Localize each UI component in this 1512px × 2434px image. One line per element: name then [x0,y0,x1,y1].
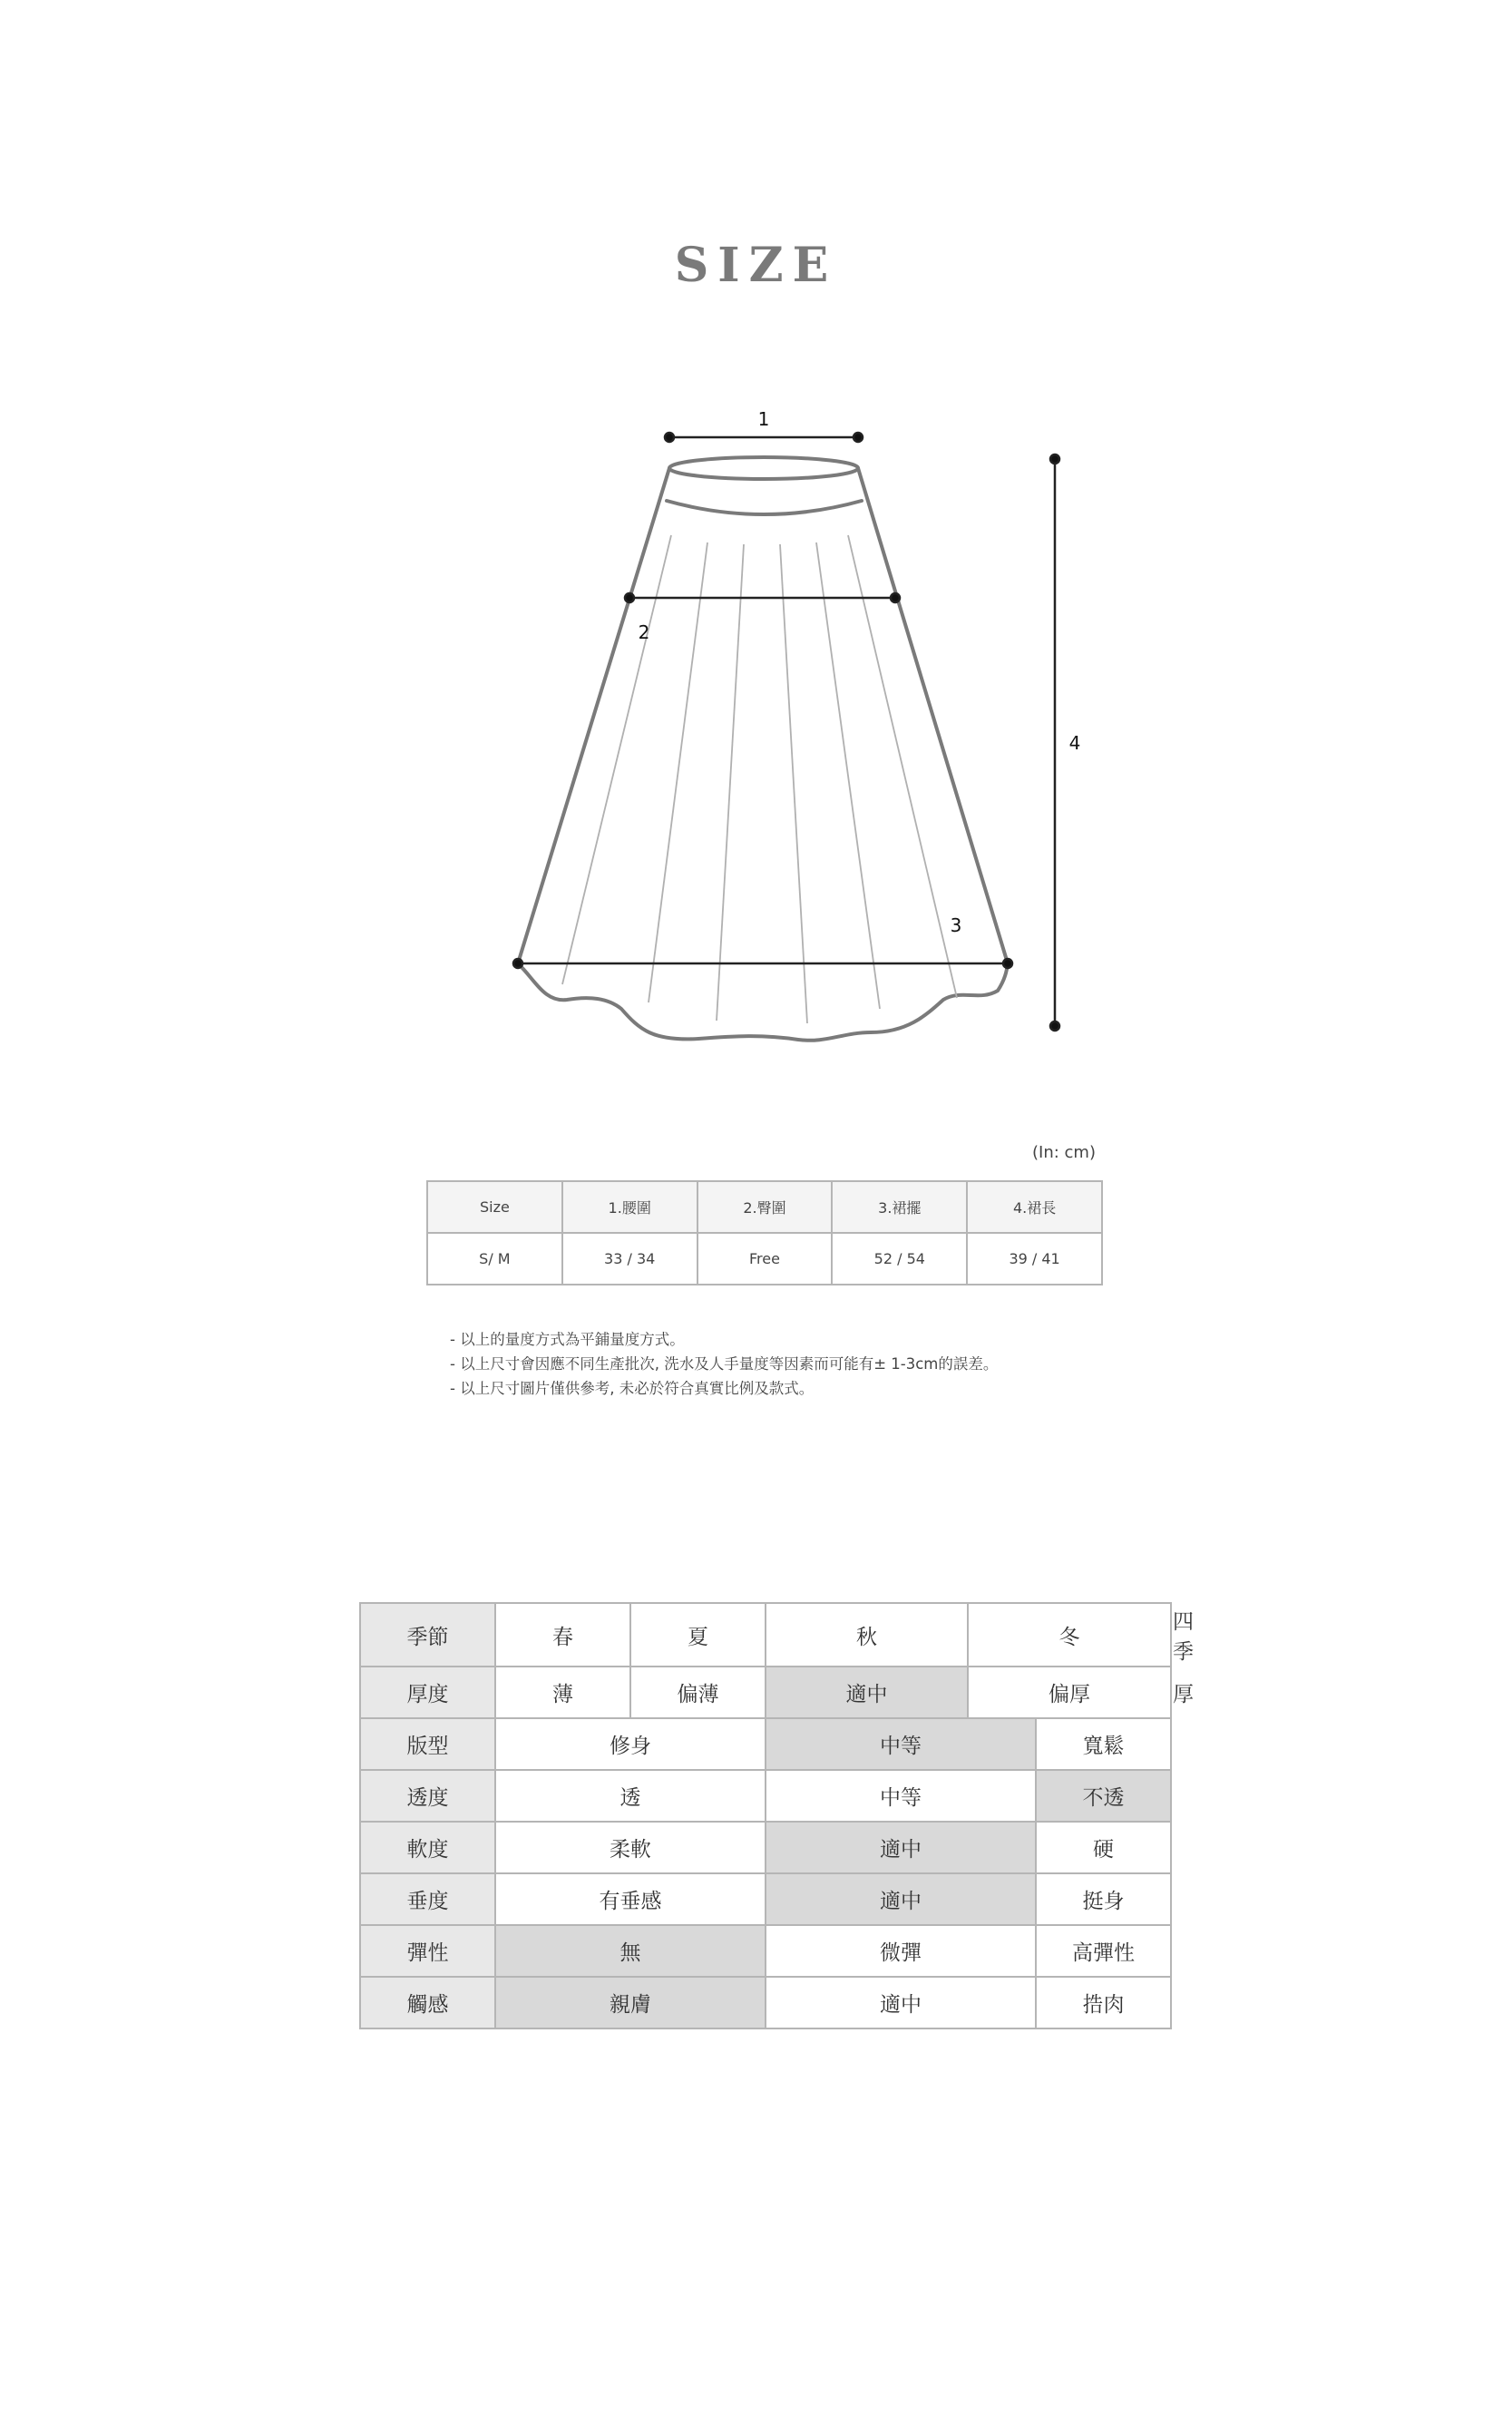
attribute-option: 偏薄 [630,1667,766,1718]
waistband-top [669,457,858,479]
attribute-option: 有垂感 [495,1873,766,1925]
attribute-option: 適中 [766,1822,1036,1873]
pleat-line [848,535,957,998]
attribute-label: 厚度 [360,1667,495,1718]
attribute-option: 春 [495,1603,630,1667]
attribute-label: 季節 [360,1603,495,1667]
measure-point [1050,1021,1059,1031]
header-cell: 3.裙擺 [832,1181,967,1233]
table-cell: S/ M [427,1233,562,1285]
measure-lines [513,433,1059,1031]
skirt-right-side [858,468,1008,963]
skirt-outline [518,457,1008,1041]
note-line: - 以上尺寸圖片僅供參考, 未必於符合真實比例及款式。 [450,1380,815,1397]
attribute-row: 季節 春 夏 秋 冬 四季 [360,1603,1171,1667]
pleat-line [649,543,707,1002]
skirt-left-side [518,468,669,963]
header-cell: 2.臀圍 [697,1181,833,1233]
measure-point [854,433,863,442]
measure-point [891,593,900,602]
attribute-option: 透 [495,1770,766,1822]
skirt-diagram [0,0,1512,1089]
attribute-option: 適中 [766,1873,1036,1925]
attribute-label: 版型 [360,1718,495,1770]
attribute-option: 寬鬆 [1036,1718,1171,1770]
page-title: SIZE [674,238,838,293]
attribute-label: 彈性 [360,1925,495,1977]
pleat-line [816,543,880,1009]
attribute-option: 挺身 [1036,1873,1171,1925]
attribute-option: 柔軟 [495,1822,766,1873]
size-table-header [427,1181,1102,1233]
attribute-option: 無 [495,1925,766,1977]
attribute-row [360,1822,1171,1873]
attribute-option: 中等 [766,1770,1036,1822]
attribute-label: 透度 [360,1770,495,1822]
measure-label-4: 4 [1068,732,1081,754]
attribute-row [360,1770,1171,1822]
header-cell: Size [427,1181,562,1233]
attribute-row [360,1977,1171,2028]
attribute-option: 適中 [766,1667,968,1718]
measure-point [513,959,522,968]
attribute-row [360,1925,1171,1977]
note-line: - 以上尺寸會因應不同生產批次, 洗水及人手量度等因素而可能有± 1-3cm的誤差。 [450,1355,999,1373]
measure-point [625,593,634,602]
header-cell: 4.裙長 [967,1181,1102,1233]
attribute-option: 不透 [1036,1770,1171,1822]
attribute-option: 偏厚 [968,1667,1171,1718]
attribute-label: 觸感 [360,1977,495,2028]
header-cell: 1.腰圍 [562,1181,697,1233]
attribute-option: 修身 [495,1718,766,1770]
pleat-line [717,544,744,1021]
attribute-row [360,1873,1171,1925]
attribute-option: 硬 [1036,1822,1171,1873]
attribute-option: 微彈 [766,1925,1036,1977]
measure-label-1: 1 [757,408,770,430]
size-table [426,1180,1103,1285]
attribute-option: 親膚 [495,1977,766,2028]
table-cell: 33 / 34 [562,1233,697,1285]
skirt-hem [518,963,1008,1041]
attribute-option: 冬 [968,1603,1171,1667]
table-cell: 52 / 54 [832,1233,967,1285]
measure-label-2: 2 [638,621,650,643]
attribute-label: 垂度 [360,1873,495,1925]
attribute-option: 捁肉 [1036,1977,1171,2028]
attribute-option: 適中 [766,1977,1036,2028]
waistband-bottom [667,501,862,514]
attribute-option: 夏 [630,1603,766,1667]
measure-point [1050,455,1059,464]
note-line: - 以上的量度方式為平鋪量度方式。 [450,1331,685,1348]
measure-point [1003,959,1012,968]
measurement-notes [450,1327,998,1401]
unit-note: (In: cm) [1032,1143,1096,1162]
size-table-row [427,1233,1102,1285]
attribute-table [359,1602,1194,2029]
table-cell: Free [697,1233,833,1285]
attribute-label: 軟度 [360,1822,495,1873]
table-cell: 39 / 41 [967,1233,1102,1285]
attribute-option: 薄 [495,1667,630,1718]
pleat-line [780,544,807,1023]
pleat-lines [562,535,957,1023]
measure-label-3: 3 [950,914,962,936]
measure-point [665,433,674,442]
attribute-option: 秋 [766,1603,968,1667]
attribute-option: 中等 [766,1718,1036,1770]
attribute-row [360,1718,1171,1770]
attribute-row: 厚度 薄 偏薄 適中 偏厚 厚 [360,1667,1171,1718]
attribute-option: 高彈性 [1036,1925,1171,1977]
